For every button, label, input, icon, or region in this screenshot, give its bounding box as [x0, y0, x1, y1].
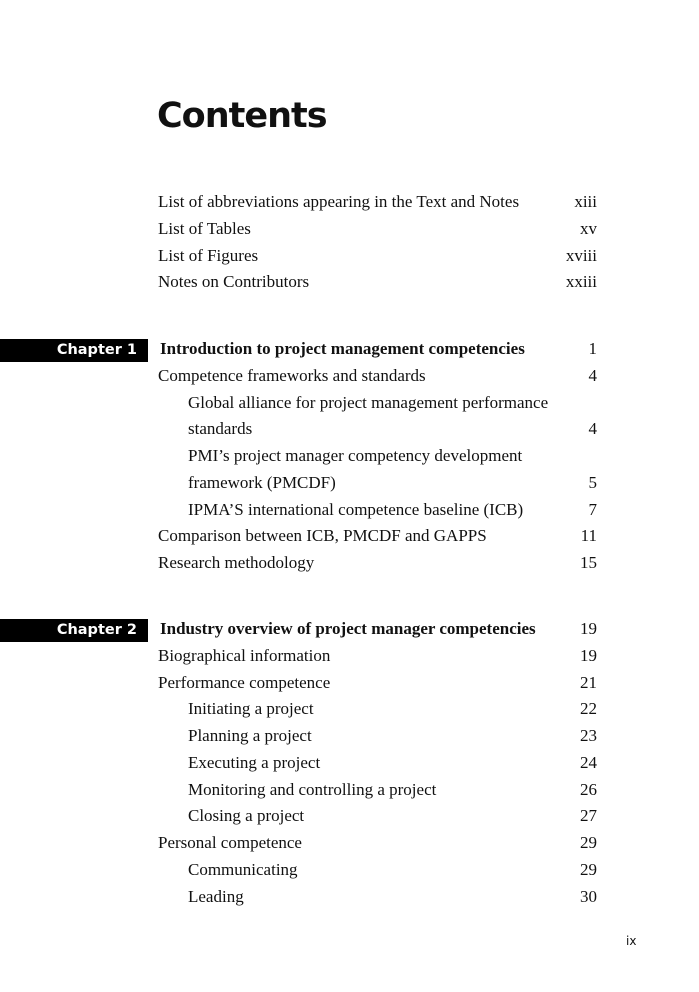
toc-entry-title: standards [188, 419, 253, 439]
toc-entry-page: xv [580, 218, 597, 238]
toc-entry-page: 4 [588, 419, 597, 439]
toc-entry-page: 29 [580, 859, 597, 879]
toc-entry[interactable] [158, 363, 597, 389]
toc-entry-page: 24 [580, 752, 597, 772]
toc-entry-title: IPMA’S international competence baseline (ICB) [188, 499, 524, 519]
toc-entry[interactable] [158, 616, 597, 642]
toc-entry-page: xxiii [565, 272, 597, 292]
toc-entry-page: 19 [580, 645, 597, 665]
toc-entry[interactable] [158, 216, 597, 242]
toc-entry-page: 27 [580, 806, 597, 826]
toc-entry[interactable] [158, 884, 597, 910]
toc-entry[interactable] [158, 243, 597, 269]
toc-entry[interactable] [158, 723, 597, 749]
toc-entry-page: 1 [588, 339, 597, 358]
toc-entry-page: xiii [574, 192, 597, 211]
toc-entry-title: Executing a project [188, 752, 321, 772]
toc-entry-page: xviii [565, 245, 597, 265]
toc-entry[interactable] [158, 336, 597, 362]
toc-entry-page: 19 [580, 619, 597, 638]
toc-entry-page: 21 [580, 672, 597, 692]
toc-entry-title: Initiating a project [188, 699, 314, 719]
toc-entry[interactable] [158, 443, 597, 469]
chapter-label: Chapter 1 [0, 339, 148, 362]
toc-entry-page: 5 [588, 472, 597, 492]
toc-entry[interactable] [158, 470, 597, 496]
toc-entry[interactable] [158, 416, 597, 442]
toc-entry-title: Personal competence [158, 833, 302, 852]
toc-entry-title: Global alliance for project management performance [188, 392, 549, 412]
toc-entry-title: Planning a project [188, 726, 312, 745]
chapter-label: Chapter 2 [0, 619, 148, 642]
toc-entry-page: 7 [588, 499, 597, 519]
toc-entry[interactable] [158, 550, 597, 576]
toc-entry[interactable] [158, 269, 597, 295]
toc-entry-title: Monitoring and controlling a project [188, 779, 437, 799]
toc-entry-page: 29 [580, 833, 597, 852]
toc-entry[interactable] [158, 189, 597, 215]
toc-entry-title: List of Tables [158, 218, 251, 238]
toc-entry[interactable] [158, 643, 597, 669]
toc-entry-title: Closing a project [188, 806, 305, 826]
toc-entry[interactable] [158, 803, 597, 829]
page-title: Contents [157, 96, 327, 136]
toc-entry-page: 23 [580, 726, 597, 745]
toc-entry[interactable] [158, 830, 597, 856]
toc-entry-title: Industry overview of project manager competencies [160, 619, 536, 638]
toc-entry-title: Communicating [188, 859, 298, 879]
toc-entry[interactable] [158, 696, 597, 722]
toc-entry-title: Leading [188, 886, 244, 906]
toc-entry[interactable] [158, 670, 597, 696]
toc-entry[interactable] [158, 523, 597, 549]
toc-entry-page: 26 [580, 779, 597, 799]
toc-entry[interactable] [158, 777, 597, 803]
toc-entry-title: List of abbreviations appearing in the Text and Notes [158, 192, 520, 211]
page-number: ix [626, 934, 637, 948]
toc-entry-title: Biographical information [158, 645, 331, 665]
toc-entry-page: 11 [580, 526, 597, 546]
toc-entry[interactable] [158, 390, 597, 416]
toc-entry-title: Competence frameworks and standards [158, 365, 426, 385]
toc-entry-page: 15 [580, 553, 597, 572]
toc-entry-page: 22 [580, 699, 597, 719]
toc-entry-title: PMI’s project manager competency development [188, 446, 523, 465]
toc-entry-title: Comparison between ICB, PMCDF and GAPPS [158, 526, 487, 546]
toc-entry[interactable] [158, 497, 597, 523]
toc-entry-page: 4 [588, 365, 597, 385]
toc-entry-title: framework (PMCDF) [188, 472, 336, 492]
toc-entry-title: Research methodology [158, 553, 315, 572]
toc-entry[interactable] [158, 750, 597, 776]
toc-entry-page: 30 [580, 886, 597, 906]
toc-entry-title: Introduction to project management competencies [160, 339, 525, 358]
toc-entry-title: Performance competence [158, 672, 331, 692]
toc-entry[interactable] [158, 857, 597, 883]
toc-entry-title: Notes on Contributors [158, 272, 310, 292]
toc-entry-title: List of Figures [158, 245, 259, 265]
